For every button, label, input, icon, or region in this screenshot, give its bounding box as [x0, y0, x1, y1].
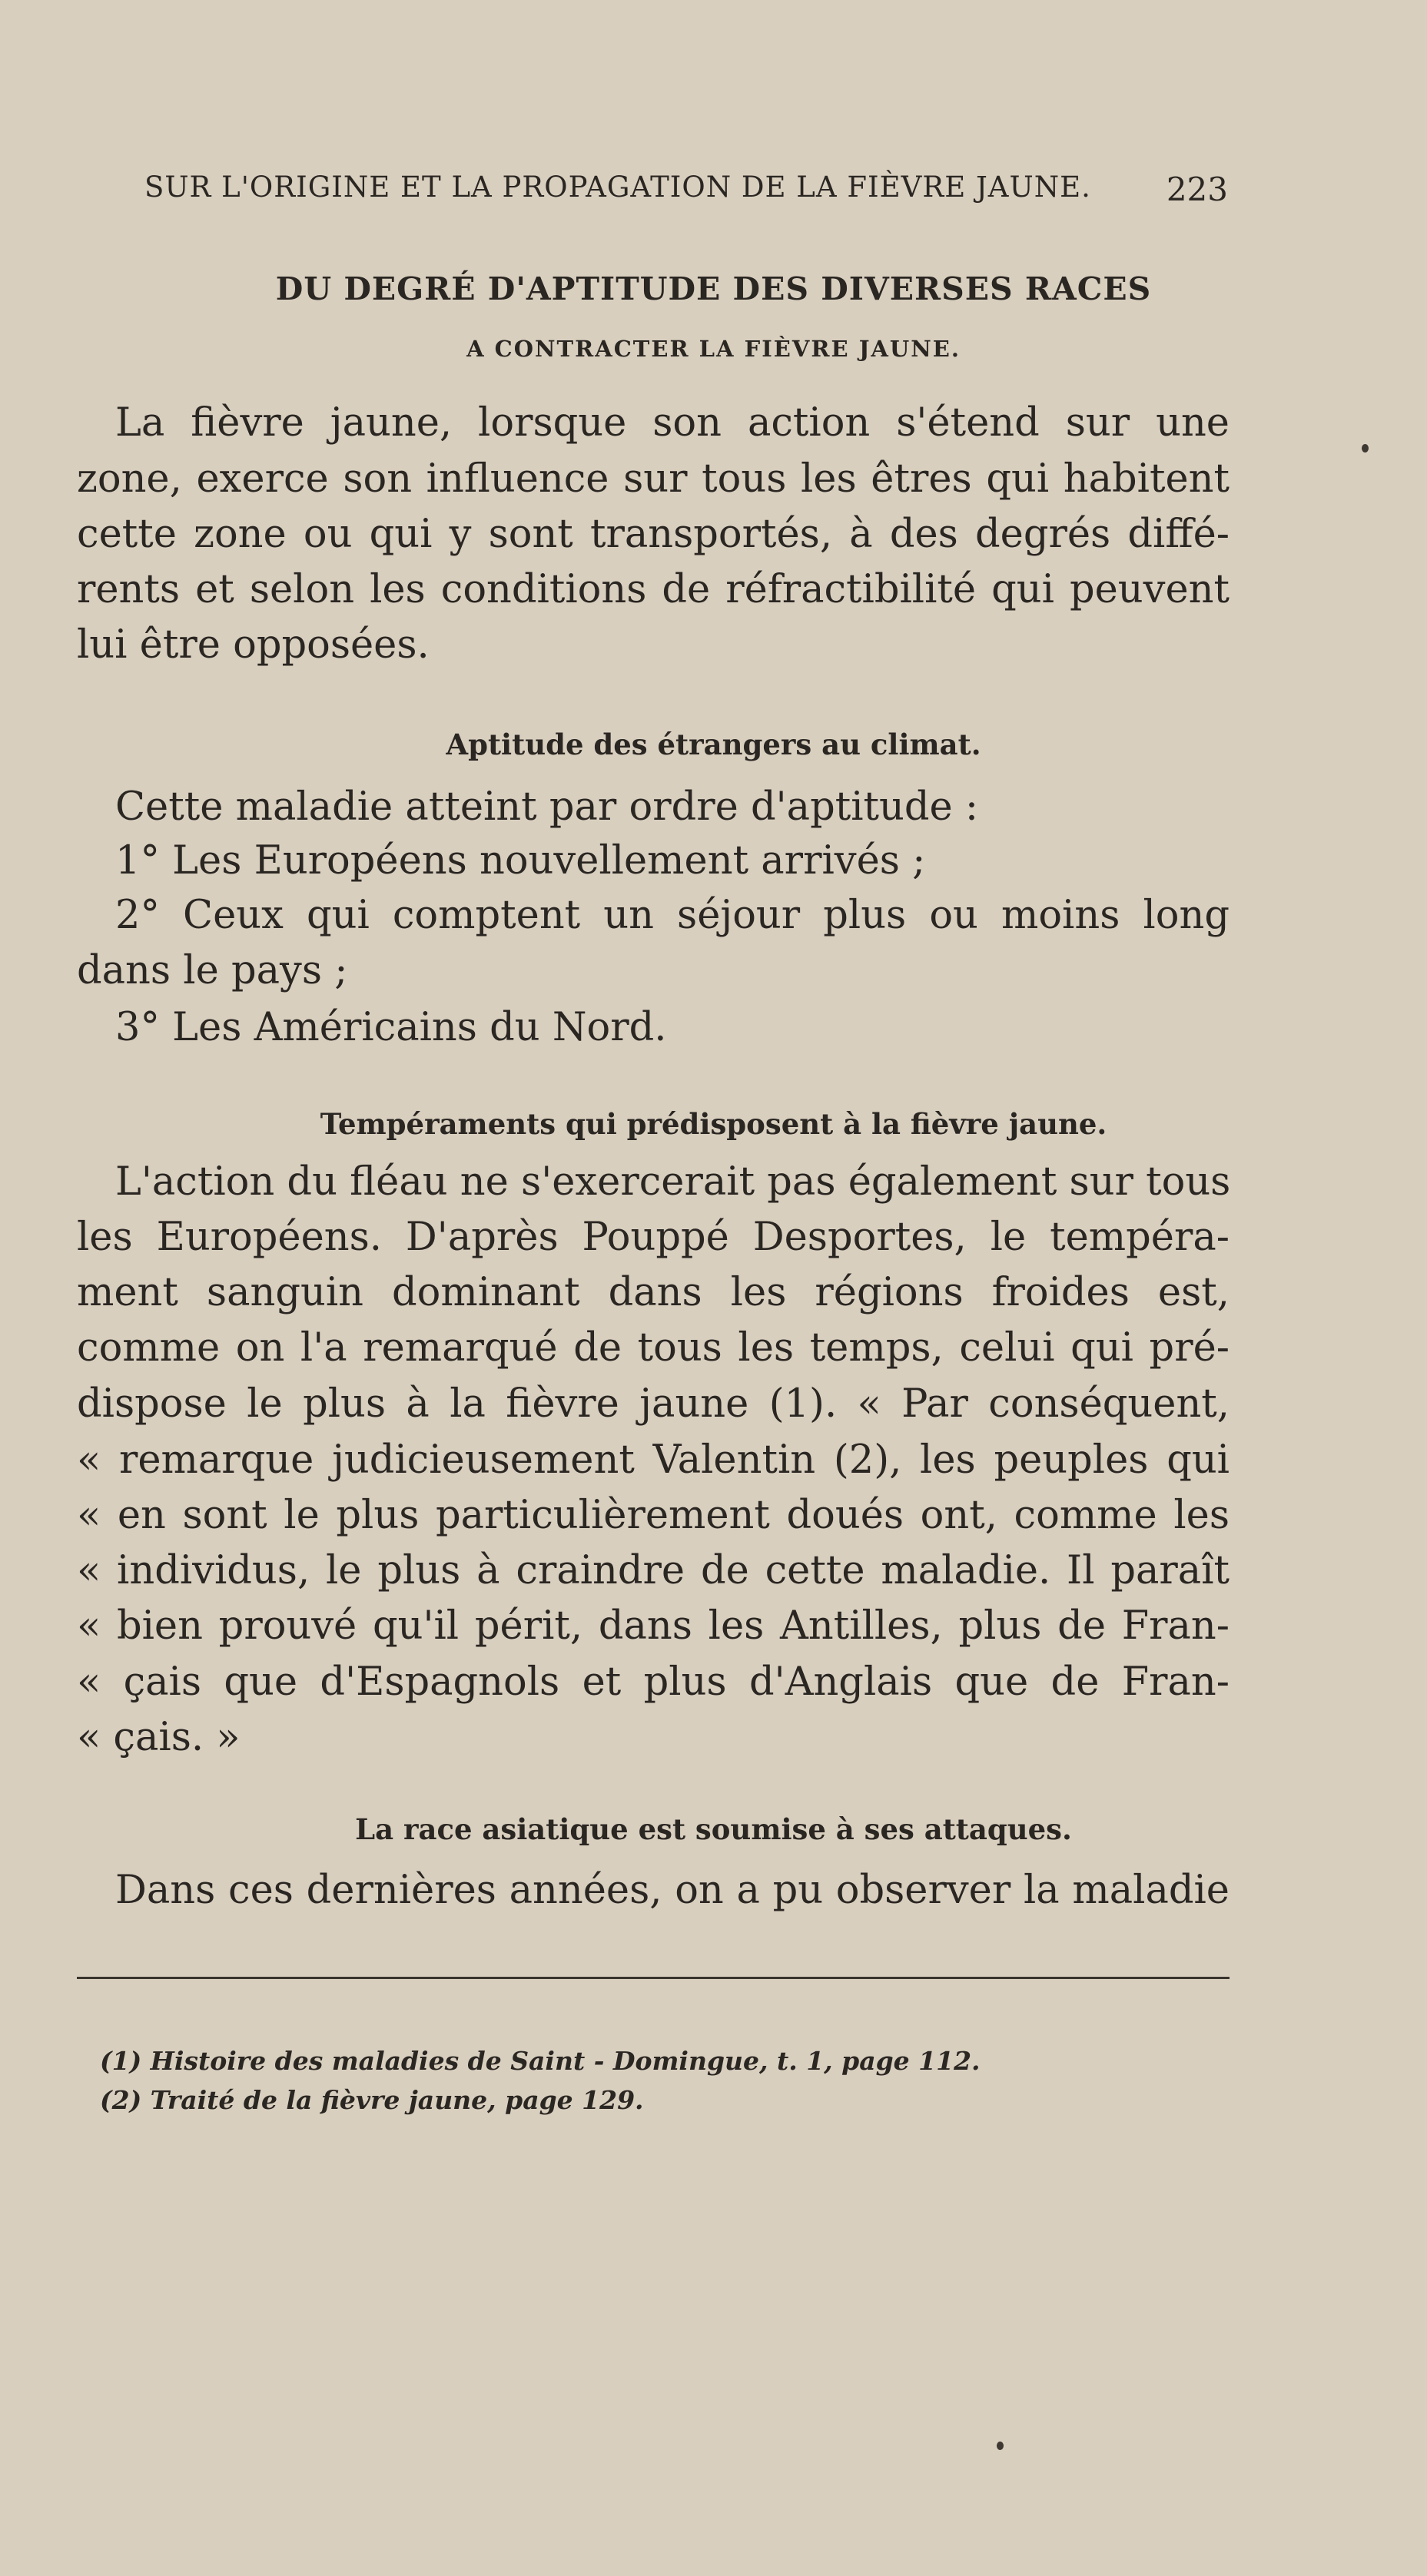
section-title: DU DEGRÉ D'APTITUDE DES DIVERSES RACES [275, 270, 1152, 307]
paragraph-line: cette zone ou qui y sont transportés, à des degrés diffé- [77, 512, 1230, 557]
paragraph-line: rents et selon les conditions de réfractibilité qui peuvent [77, 567, 1230, 612]
footnote: (1) Histoire des maladies de Saint - Domingue, t. 1, page 112. [100, 2046, 981, 2076]
list-item: 1° Les Européens nouvellement arrivés ; [115, 838, 926, 884]
paragraph-line: zone, exerce son influence sur tous les êtres qui habitent [77, 456, 1230, 502]
subheading-asiatic-race: La race asiatique est soumise à ses attaques. [355, 1812, 1072, 1846]
list-intro: Cette maladie atteint par ordre d'aptitude : [115, 784, 979, 830]
page-number: 223 [1166, 171, 1228, 208]
paragraph-line: dispose le plus à la fièvre jaune (1). « Par conséquent, [77, 1381, 1230, 1427]
paragraph-line: « en sont le plus particulièrement doués ont, comme les [77, 1493, 1230, 1538]
paragraph-line: Dans ces dernières années, on a pu observer la maladie [115, 1868, 1230, 1913]
footnote-rule [77, 1977, 1230, 1979]
list-item: 2° Ceux qui comptent un séjour plus ou moins long [115, 893, 1230, 938]
section-subtitle: A CONTRACTER LA FIÈVRE JAUNE. [466, 336, 961, 362]
paragraph-line: ment sanguin dominant dans les régions froides est, [77, 1270, 1230, 1315]
page-header [144, 171, 1228, 217]
paragraph-line: « çais. » [77, 1715, 241, 1760]
paragraph-line: « individus, le plus à craindre de cette maladie. Il paraît [77, 1548, 1230, 1593]
list-item-continuation: dans le pays ; [77, 948, 348, 993]
paragraph-line: les Européens. D'après Pouppé Desportes, le tempéra- [77, 1215, 1230, 1260]
paragraph-line: La fièvre jaune, lorsque son action s'étend sur une [115, 400, 1230, 446]
subheading-aptitude: Aptitude des étrangers au climat. [446, 728, 981, 761]
paragraph-line: lui être opposées. [77, 622, 430, 668]
subheading-temperaments: Tempéraments qui prédisposent à la fièvre jaune. [320, 1107, 1107, 1141]
list-item: 3° Les Américains du Nord. [115, 1005, 667, 1050]
paper-speck [997, 2442, 1004, 2450]
paragraph-line: « çais que d'Espagnols et plus d'Anglais que de Fran- [77, 1659, 1230, 1705]
running-head: SUR L'ORIGINE ET LA PROPAGATION DE LA FIÈVRE JAUNE. [144, 171, 1091, 204]
paragraph-line: « bien prouvé qu'il périt, dans les Antilles, plus de Fran- [77, 1603, 1230, 1649]
paragraph-line: L'action du fléau ne s'exercerait pas également sur tous [115, 1159, 1231, 1205]
paragraph-line: comme on l'a remarqué de tous les temps, celui qui pré- [77, 1325, 1230, 1371]
paper-speck [1362, 444, 1369, 453]
footnote: (2) Traité de la fièvre jaune, page 129. [100, 2085, 644, 2115]
paragraph-line: « remarque judicieusement Valentin (2), les peuples qui [77, 1437, 1230, 1483]
